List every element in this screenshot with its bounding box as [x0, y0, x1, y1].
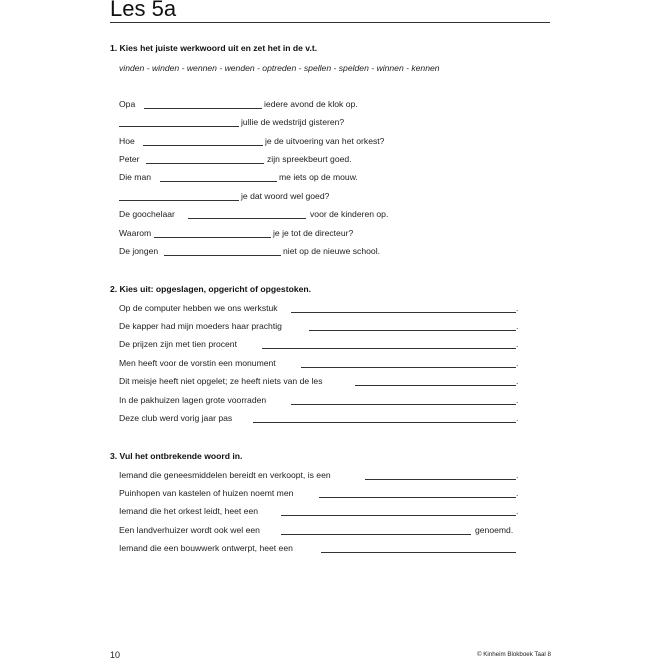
s1-row-after: zijn spreekbeurt goed. — [267, 154, 352, 164]
s2-answer-blank[interactable] — [291, 395, 519, 405]
s1-row-after: je de uitvoering van het orkest? — [265, 136, 385, 146]
s3-row-text: Iemand die een bouwwerk ontwerpt, heet een — [119, 543, 293, 553]
s3-answer-blank[interactable] — [281, 506, 519, 516]
s1-row-after: je dat woord wel goed? — [241, 191, 330, 201]
s1-row-before: Peter — [119, 154, 140, 164]
s2-row-text: Op de computer hebben we ons werkstuk — [119, 303, 278, 313]
s1-row-after: me iets op de mouw. — [279, 172, 358, 182]
s3-row-end: . — [516, 488, 519, 498]
s2-row-text: Dit meisje heeft niet opgelet; ze heeft niets van de les — [119, 376, 323, 386]
s1-answer-blank[interactable] — [146, 154, 264, 164]
s2-row-text: De prijzen zijn met tien procent — [119, 339, 237, 349]
s1-row-before: De jongen — [119, 246, 159, 256]
s1-row-after: niet op de nieuwe school. — [283, 246, 380, 256]
s2-row-end: . — [516, 303, 519, 313]
s2-answer-blank[interactable] — [253, 413, 519, 423]
s3-row-end: . — [516, 506, 519, 516]
s3-row-text: Iemand die het orkest leidt, heet een — [119, 506, 259, 516]
s2-row-end: . — [516, 339, 519, 349]
s2-row-end: . — [516, 358, 519, 368]
s2-row-end: . — [516, 376, 519, 386]
section3-heading: 3. Vul het ontbrekende woord in. — [110, 451, 243, 461]
s2-row-text: In de pakhuizen lagen grote voorraden — [119, 395, 267, 405]
s1-answer-blank[interactable] — [119, 117, 239, 127]
s1-row-before: Hoe — [119, 136, 135, 146]
s1-row-after: iedere avond de klok op. — [264, 99, 358, 109]
s1-answer-blank[interactable] — [144, 99, 262, 109]
page-title: Les 5a — [110, 0, 177, 21]
s2-answer-blank[interactable] — [355, 376, 519, 386]
s2-answer-blank[interactable] — [262, 339, 519, 349]
s1-row-before: Die man — [119, 172, 151, 182]
s3-row-text: Iemand die geneesmiddelen bereidt en verkoopt, is een — [119, 470, 331, 480]
s1-row-before: Waarom — [119, 228, 152, 238]
s3-row-text: Een landverhuizer wordt ook wel een — [119, 525, 260, 535]
section1-wordlist: vinden - winden - wennen - wenden - optreden - spellen - spelden - winnen - kennen — [119, 63, 440, 73]
s2-answer-blank[interactable] — [301, 358, 519, 368]
s1-row-after: jullie de wedstrijd gisteren? — [241, 117, 345, 127]
s2-row-text: Men heeft voor de vorstin een monument — [119, 358, 276, 368]
s1-row-after: je je tot de directeur? — [273, 228, 354, 238]
s2-answer-blank[interactable] — [309, 321, 519, 331]
s2-row-text: Deze club werd vorig jaar pas — [119, 413, 233, 423]
s1-answer-blank[interactable] — [154, 228, 271, 238]
s3-row-end: genoemd. — [475, 525, 514, 535]
s1-answer-blank[interactable] — [188, 209, 306, 219]
page-number: 10 — [110, 650, 121, 660]
s3-row-end: . — [516, 470, 519, 480]
s3-answer-blank[interactable] — [319, 488, 519, 498]
s1-row-before: De goochelaar — [119, 209, 175, 219]
copyright-notice: © Kinheim Blokboek Taal 8 — [477, 651, 551, 658]
s1-row-after: voor de kinderen op. — [310, 209, 389, 219]
s1-answer-blank[interactable] — [160, 172, 277, 182]
s3-answer-blank[interactable] — [281, 525, 471, 535]
s1-answer-blank[interactable] — [119, 191, 239, 201]
s3-answer-blank[interactable] — [365, 470, 519, 480]
section2-heading: 2. Kies uit: opgeslagen, opgericht of opgestoken. — [110, 284, 312, 294]
s1-answer-blank[interactable] — [143, 136, 263, 146]
s2-row-text: De kapper had mijn moeders haar prachtig — [119, 321, 282, 331]
s1-row-before: Opa — [119, 99, 136, 109]
s1-answer-blank[interactable] — [164, 246, 281, 256]
s3-answer-blank[interactable] — [321, 543, 516, 553]
s3-row-text: Puinhopen van kastelen of huizen noemt men — [119, 488, 294, 498]
s2-answer-blank[interactable] — [291, 303, 519, 313]
s2-row-end: . — [516, 413, 519, 423]
title-divider — [110, 22, 550, 23]
s2-row-end: . — [516, 395, 519, 405]
s2-row-end: . — [516, 321, 519, 331]
section1-heading: 1. Kies het juiste werkwoord uit en zet het in de v.t. — [110, 43, 318, 53]
